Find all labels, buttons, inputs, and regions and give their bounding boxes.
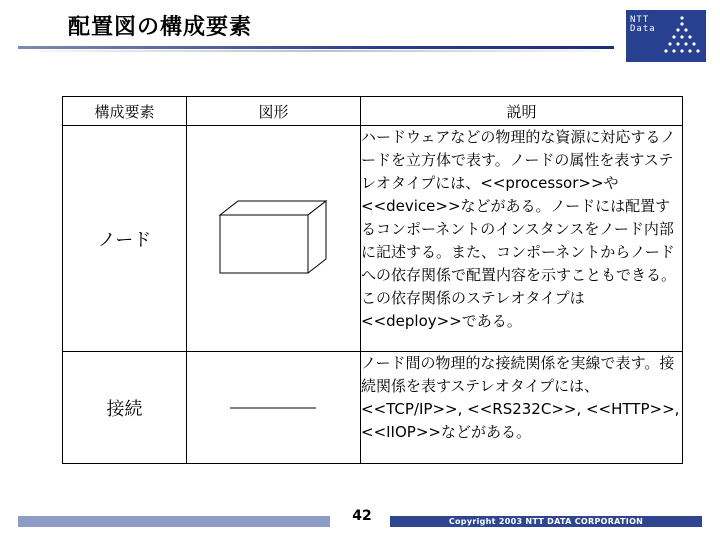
header-shape: 図形: [187, 97, 361, 126]
logo-wordmark: NTT Data: [630, 15, 656, 34]
footer-bar-left: [18, 516, 330, 527]
header-description: 説明: [361, 97, 683, 126]
company-logo: [626, 10, 706, 62]
title-divider-shadow: [40, 50, 600, 52]
component-description: ノード間の物理的な接続関係を実線で表す。接続関係を表すステレオタイプには、<<TCP/IP>>, <<RS232C>>, <<HTTP>>, <<IIOP>>などがある。: [361, 352, 683, 464]
page-title: 配置図の構成要素: [68, 15, 253, 40]
table-header-row: [63, 97, 683, 126]
line-icon: [224, 403, 324, 413]
table-row: [63, 126, 683, 352]
shape-cell: [187, 352, 361, 464]
header-component: 構成要素: [63, 97, 187, 126]
title-divider: [18, 46, 614, 49]
component-name: 接続: [63, 352, 187, 464]
shape-cell: [187, 126, 361, 352]
component-name: ノード: [63, 126, 187, 352]
logo-dot-triangle-icon: [626, 10, 706, 62]
copyright-text: Copyright 2003 NTT DATA CORPORATION: [448, 517, 644, 526]
cube-icon: [214, 197, 334, 277]
component-description: ハードウェアなどの物理的な資源に対応するノードを立方体で表す。ノードの属性を表すステレオタイプには、<<processor>>や<<device>>などがある。ノードには配置するコンポーネントのインスタンスをノード内部に記述する。また、コンポーネントからノードへの依存関係で配置内容を示すこともできる。この依存関係のステレオタイプは<<deploy>>である。: [361, 126, 683, 352]
table-row: [63, 352, 683, 464]
components-table: [62, 96, 683, 464]
page-number: 42: [352, 508, 372, 524]
